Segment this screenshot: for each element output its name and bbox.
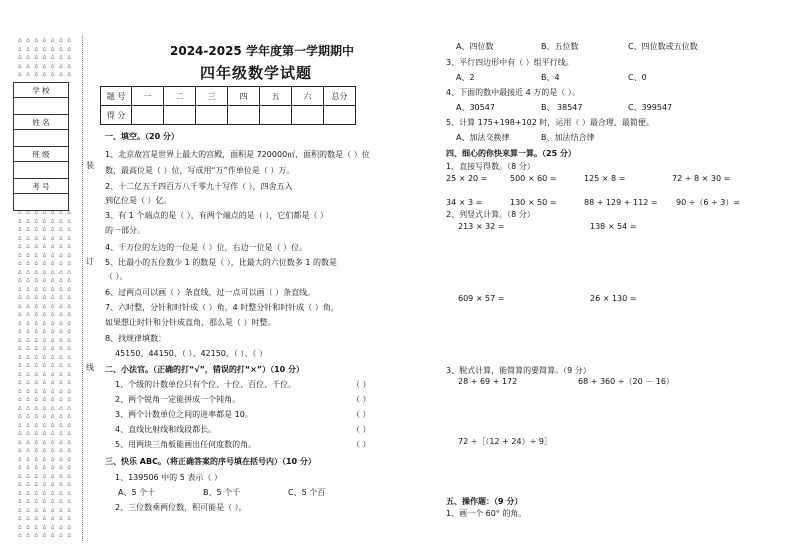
q2-opt-c: C、四位数或五位数 [628, 42, 698, 51]
sec1-line: 7、六时整，分针和时针成（ ）角，4 时整分针和时针成（ ）角， [105, 303, 339, 312]
sec3-q1-opt-c: C、5 个百 [288, 488, 326, 497]
sec2-item: 4、直线比射线和线段都长。 [115, 425, 217, 434]
calc-item: 90 ÷（6 ÷ 3）= [676, 198, 741, 207]
calc-item: 125 × 8 = [584, 174, 626, 183]
sec3-q2: 2、三位数乘两位数，积可能是（ ）。 [115, 503, 247, 512]
binding-char-3: 线 [86, 363, 94, 372]
label-school: 学 校 [14, 83, 69, 98]
score-header-cell: 四 [228, 87, 260, 106]
section3-title: 三、快乐 ABC。（将正确答案的序号填在括号内）（10 分） [105, 457, 316, 466]
sec2-item: 5、用两块三角板能画出任何度数的角。 [115, 440, 257, 449]
sec1-line: 8、找规律填数： [105, 334, 167, 343]
name-field[interactable] [14, 130, 69, 147]
sec1-line: 3、有 1 个端点的是（ ），有两个端点的是（ ），它们都是（ ） [105, 211, 328, 220]
sec1-line: 4、千万位的左边的一位是（ ）位，右边一位是（ ）位。 [105, 243, 308, 252]
q3-text: 3、平行四边形中有（ ）组平行线。 [446, 58, 574, 67]
exam-title-line1: 2024-2025 学年度第一学期期中 [170, 44, 354, 58]
binding-char-1: 装 [86, 161, 94, 170]
vertical-calc: 26 × 130 = [590, 294, 637, 303]
score-header-cell: 五 [260, 87, 292, 106]
margin-dots-left-lower: △ △ △ △ △ △ △ △ △ △ △ △ △ △ △ △ △ △ △ △ △ △ △ △ △ △ △ △ △ △ △ △ △ △ △ △ △ △ △ △ △ △ △ △ △ △ △ △ △ △ △ △ △ △ △ △ △ △ △ △ △ △ △ △ △ △ △ △ △ △ △ △ △ △ △ △ △ △ △ △ △ △ △ △ △ △ △ △ △ △ △ △ △ △ △ △ △ △ △ △ △ △ △ △ △ △ △ △ △ △ △ △ △ △ △ △ △ △ △ △ △ △ △ △ △ △ △ △ △ △ △ △ △ △ △ △ △ △ △ △ △ △ △ △ △ △ △ △ △ △ △ △ △ △ △ △ △ △ △ △ △ △ △ △ △ △ △ △ △ △ △ △ △ △ △ △ △ △ △ △ △ △ △ △ △ △ △ △ △ △ △ △ △ △ △ △ △ △ △ △ △ △ △ △ △ △ △ △ △ △ △ △ △ △ △ △ △ △ △ △ △ △ △ △ △ △ △ △ △ △ △ △ △ △ △ △ △ △ △ △ △ △ △ △ △ △ △ △ △ △ △ △ △ △ △ △ △ △ △ △ △ △ △ △ △ △ △ △ △ △ △ △ △ [18, 208, 72, 538]
sec2-answer-bracket[interactable]: （ ） [352, 425, 371, 434]
vertical-calc: 609 × 57 = [458, 294, 505, 303]
score-cell[interactable] [260, 106, 292, 125]
label-name: 姓 名 [14, 115, 69, 130]
sec2-item: 3、两个计数单位之间的进率都是 10。 [115, 410, 253, 419]
sec2-answer-bracket[interactable]: （ ） [352, 440, 371, 449]
exam-title-line2: 四年级数学试题 [200, 64, 313, 82]
sec3-q1-opt-a: A、5 个十 [118, 488, 156, 497]
section5-title: 五、操作题：（9 分） [446, 497, 523, 506]
binding-line [82, 36, 83, 541]
sec5-q1: 1、画一个 60° 的角。 [446, 509, 527, 518]
score-header-cell: 题 号 [101, 87, 132, 106]
sec1-line: 6、过两点可以画（ ）条直线，过一点可以画（ ）条直线。 [105, 288, 316, 297]
sec1-line: 5、比最小的五位数少 1 的数是（ ），比最大的六位数多 1 的数是 [105, 258, 337, 267]
sec1-line: 数，最高位是（ ）位，写成用“万”作单位是（ ）万。 [105, 166, 295, 175]
sec2-answer-bracket[interactable]: （ ） [352, 380, 371, 389]
binding-char-2: 订 [86, 257, 94, 266]
sec4-sub3: 3、脱式计算，能简算的要简算。（9 分） [446, 366, 591, 375]
section4-title: 四、细心的你快来算一算。（25 分） [446, 149, 576, 158]
score-table [100, 86, 356, 125]
student-info-table [13, 82, 69, 211]
sec4-sub1: 1、直接写得数。（8 分） [446, 162, 535, 171]
score-header-cell: 一 [132, 87, 164, 106]
sec3-q1-opt-b: B、5 个千 [203, 488, 241, 497]
vertical-calc: 138 × 54 = [590, 222, 637, 231]
q5-opt-b: B、加法结合律 [541, 133, 595, 142]
step-calc: 68 + 360 ÷（20 － 16） [578, 377, 674, 386]
q2-opt-b: B、五位数 [541, 42, 579, 51]
q5-text: 5、计算 175+198+102 时，运用（ ）最合理、最简便。 [446, 118, 654, 127]
school-field[interactable] [14, 98, 69, 115]
sec2-item: 2、两个锐角一定能拼成一个钝角。 [115, 395, 241, 404]
score-table-header-row [101, 87, 356, 106]
score-table-score-row [101, 106, 356, 125]
q5-opt-a: A、加法交换律 [456, 133, 510, 142]
score-cell[interactable] [164, 106, 196, 125]
q4-opt-a: A、30547 [456, 103, 495, 112]
q3-opt-b: B、4 [541, 73, 560, 82]
calc-item: 34 × 3 = [446, 198, 483, 207]
calc-item: 500 × 60 = [510, 174, 557, 183]
q3-opt-a: A、2 [456, 73, 475, 82]
sec3-q1: 1、139506 中的 5 表示（ ） [115, 473, 222, 482]
q4-text: 4、下面的数中最接近 4 万的是（ ）。 [446, 88, 580, 97]
class-field[interactable] [14, 162, 69, 179]
q4-opt-c: C、399547 [628, 103, 673, 112]
q3-opt-c: C、0 [628, 73, 647, 82]
calc-item: 130 × 50 = [510, 198, 557, 207]
sec1-line: 2、十二亿五千四百万八千零九十写作（ ），四舍五入 [105, 182, 293, 191]
calc-item: 72 ÷ 8 × 30 = [672, 174, 731, 183]
score-cell[interactable] [132, 106, 164, 125]
sec1-line: 如果想让时针和分针成直角，那么是（ ）时整。 [105, 318, 276, 327]
score-header-cell: 六 [292, 87, 324, 106]
section2-title: 二、小法官。（正确的打“√”，错误的打“×”）（10 分） [105, 365, 304, 374]
section1-title: 一、填空。（20 分） [105, 132, 179, 141]
score-label-cell: 得 分 [101, 106, 132, 125]
sec1-line: 45150、44150、（ ）、42150、（ ）、（ ） [115, 349, 267, 358]
score-cell[interactable] [292, 106, 324, 125]
step-calc: 28 + 69 + 172 [458, 377, 518, 386]
score-header-cell: 二 [164, 87, 196, 106]
score-header-cell: 三 [196, 87, 228, 106]
sec2-answer-bracket[interactable]: （ ） [352, 395, 371, 404]
step-calc: 72 ÷［（12 + 24）÷ 9］ [458, 437, 552, 446]
sec1-line: 到亿位是（ ）亿。 [105, 196, 172, 205]
q2-opt-a: A、四位数 [456, 42, 494, 51]
score-cell[interactable] [228, 106, 260, 125]
sec2-answer-bracket[interactable]: （ ） [352, 410, 371, 419]
vertical-calc: 213 × 32 = [458, 222, 505, 231]
sec1-line: 的一部分。 [105, 226, 145, 235]
label-class: 班 级 [14, 147, 69, 162]
score-cell[interactable] [196, 106, 228, 125]
calc-item: 25 × 20 = [446, 174, 488, 183]
score-cell[interactable] [324, 106, 356, 125]
q4-opt-b: B、 38547 [541, 103, 583, 112]
label-id: 考 号 [14, 179, 69, 194]
sec2-item: 1、个级的计数单位只有个位、十位、百位、千位。 [115, 380, 297, 389]
score-header-cell: 总分 [324, 87, 356, 106]
sec4-sub2: 2、列竖式计算。（8 分） [446, 210, 535, 219]
sec1-line: （ ）。 [105, 272, 128, 281]
margin-dots-left: △ △ △ △ △ △ △ △ △ △ △ △ △ △ △ △ △ △ △ △ △ △ △ △ △ △ △ △ △ △ △ △ △ △ △ [18, 36, 72, 77]
calc-item: 88 + 129 + 112 = [584, 198, 658, 207]
sec1-line: 1、北京故宫是世界上最大的宫殿，面积是 720000㎡，面积的数是（ ）位 [105, 150, 370, 159]
